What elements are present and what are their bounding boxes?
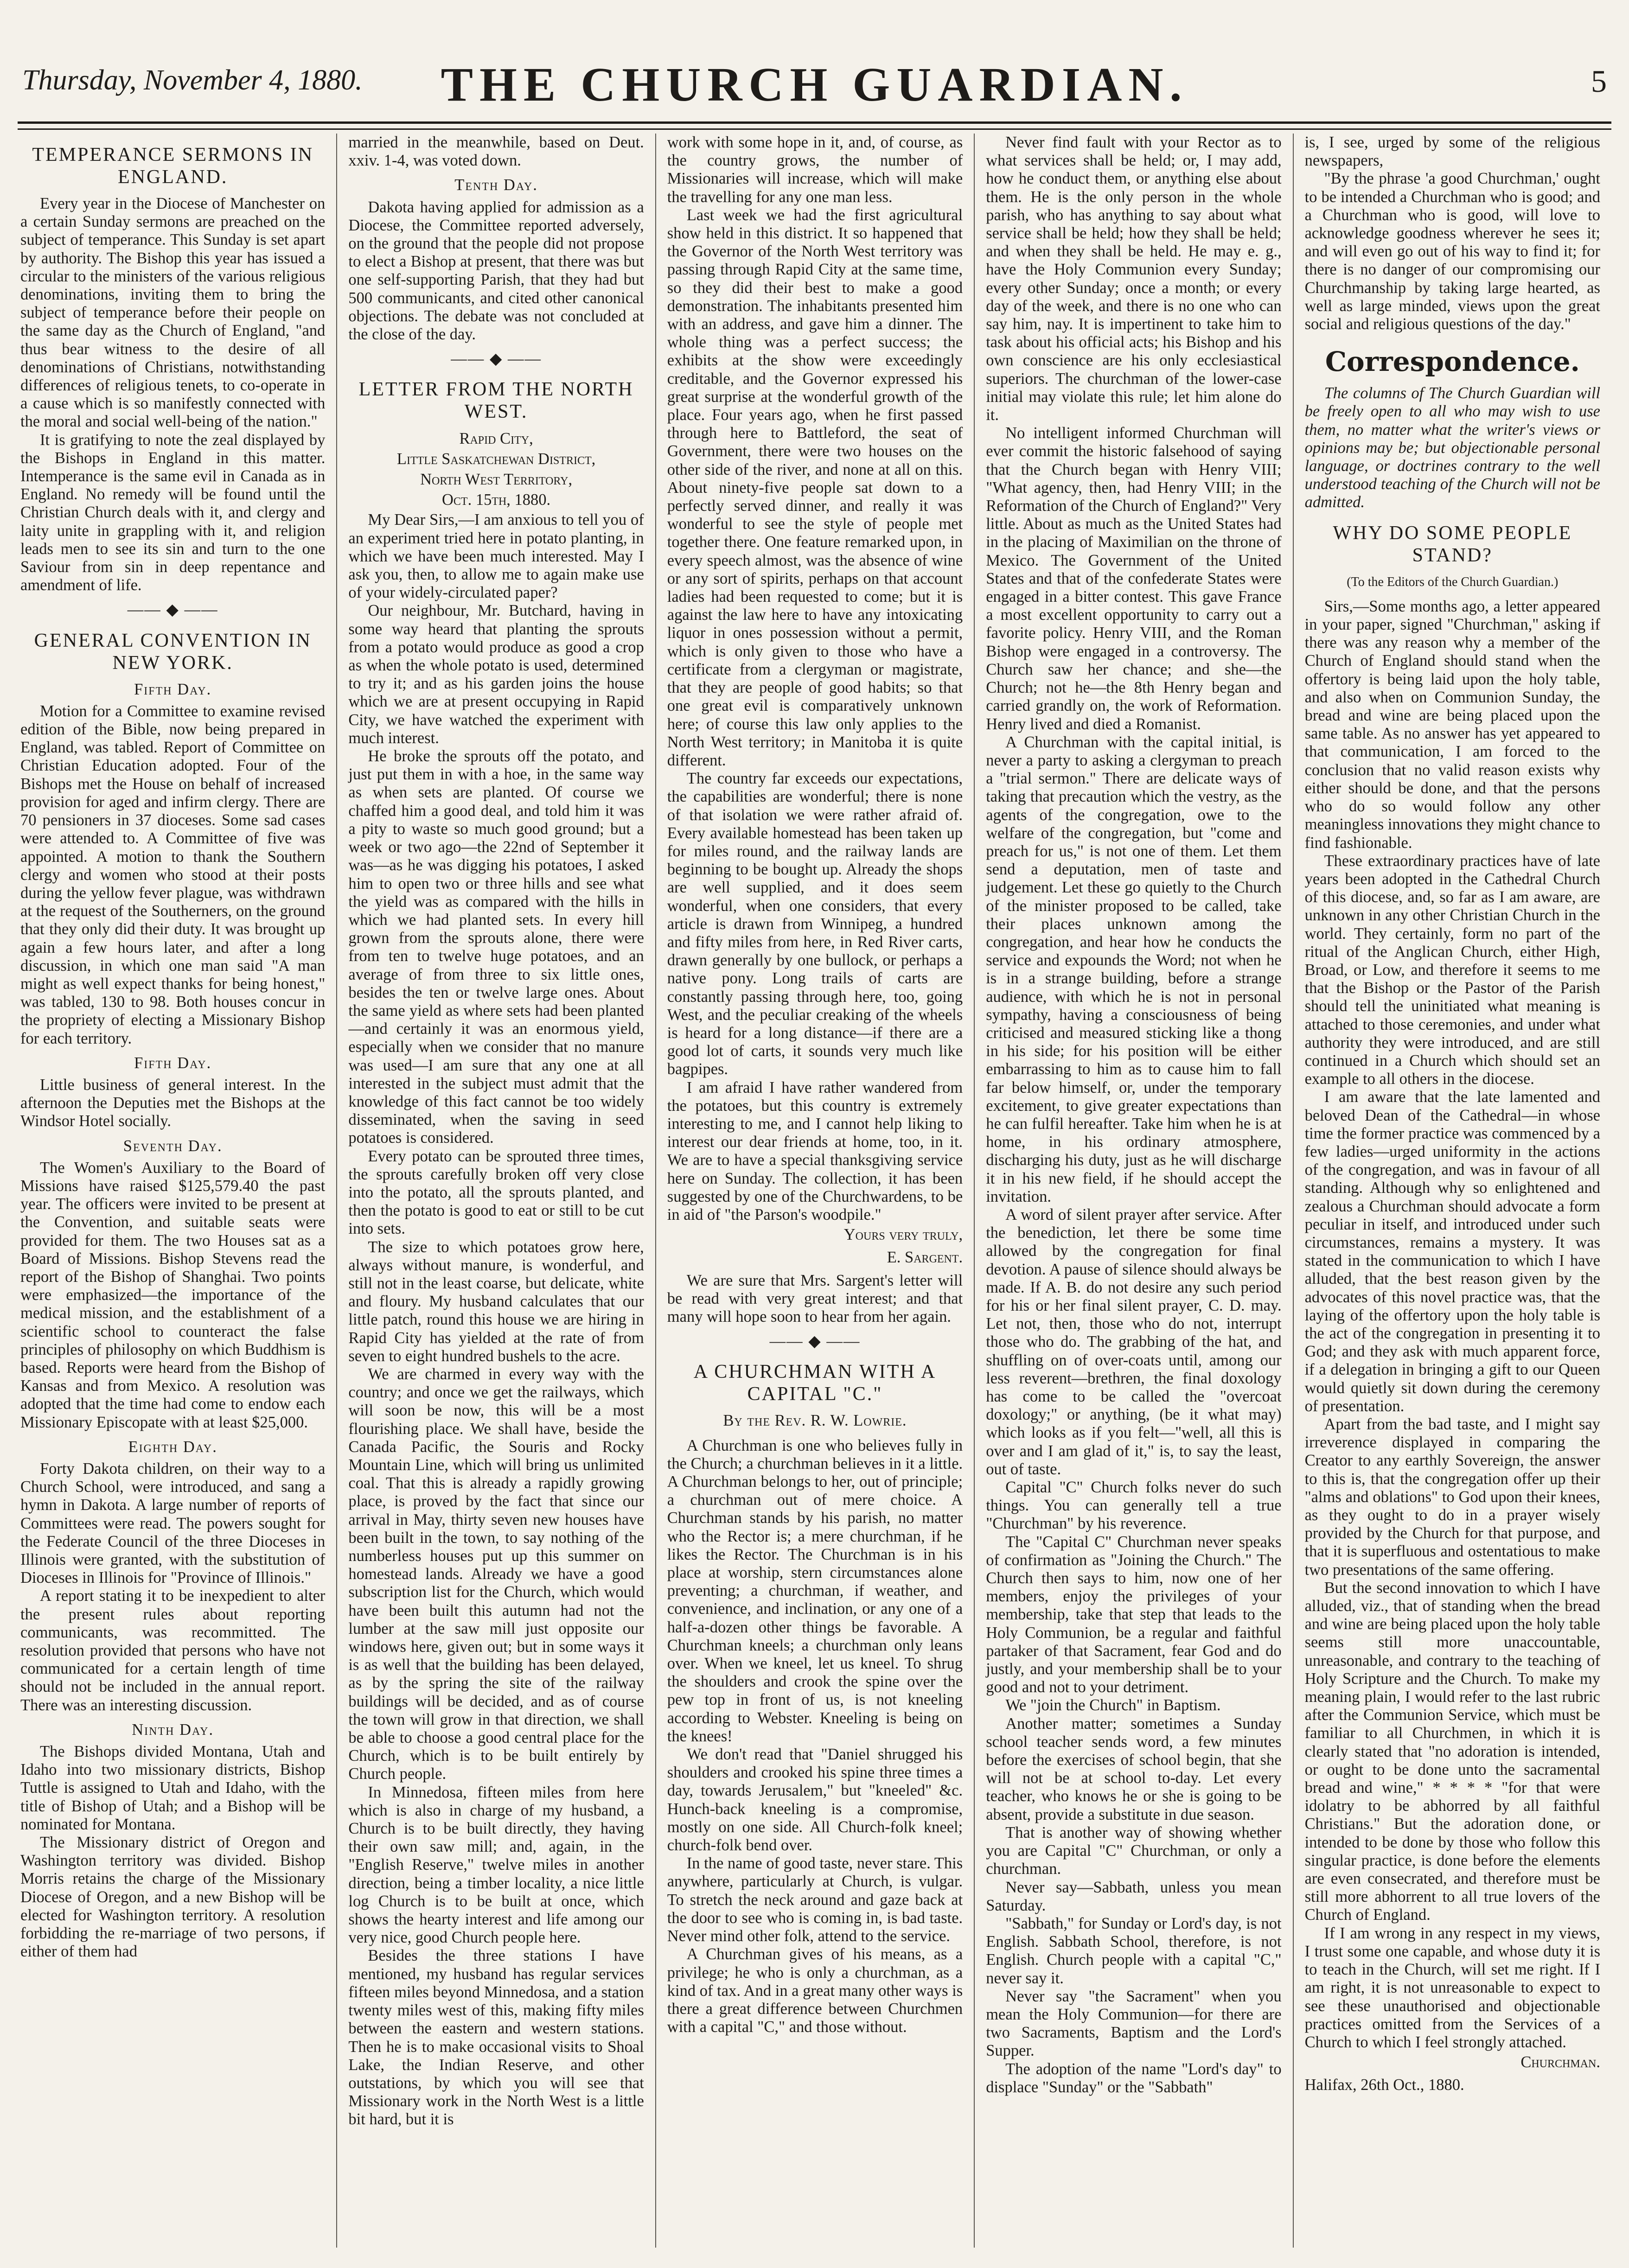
paragraph: That is another way of showing whether you are Capital "C" Churchman, or only a churchman. xyxy=(986,1823,1282,1878)
section-divider: —— ◆ —— xyxy=(127,601,218,619)
paragraph: married in the meanwhile, based on Deut. xxiv. 1-4, was voted down. xyxy=(348,134,644,170)
editorial-notice: The columns of The Church Guardian will be freely open to all who may wish to use them, no matter what the writer's views or opinions may be; but objectionable personal language, or doctrines contrary to the well understood teaching of the Church will not be admitted. xyxy=(1304,384,1600,511)
day-heading: Fifth Day. xyxy=(134,680,212,698)
column-5 xyxy=(1293,134,1611,2248)
column-3 xyxy=(655,134,974,2248)
masthead xyxy=(18,8,1611,120)
paragraph: The "Capital C" Churchman never speaks of confirmation as "Joining the Church." The Church then says to him, now one of her members, enjoy the privileges of your membership, take that step that leads to the Holy Communion, be a regular and faithful partaker of that Sacrament, fear God and do justly, and your membership shall be to your good and not to your detriment. xyxy=(986,1533,1282,1696)
issue-date: Thursday, November 4, 1880. xyxy=(22,64,363,96)
paragraph: Never say—Sabbath, unless you mean Saturday. xyxy=(986,1878,1282,1914)
paragraph: A Churchman is one who believes fully in the Church; a churchman believes in it a little. A Churchman belongs to her, out of principle; a churchman out of mere choice. A Churchman stands by his parish, no matter who the Rector is; a mere churchman, if he likes the Rector. The Churchman is in his place at worship, stern circumstances alone preventing; a churchman, if weather, and convenience, and inclination, or any one of a half-a-dozen other things be favorable. A Churchman kneels; a churchman only leans over. When we kneel, let us kneel. To shrug the shoulders and crook the spine over the pew top in front of us, is not kneeling according to Webster. Kneeling is being on the knees! xyxy=(667,1436,963,1745)
byline: By the Rev. R. W. Lowrie. xyxy=(723,1412,907,1430)
paragraph: The Bishops divided Montana, Utah and Idaho into two missionary districts, Bishop Tuttle is assigned to Utah and Idaho, with the title of Bishop of Utah; and a Bishop will be nominated for Montana. xyxy=(20,1743,326,1833)
paragraph: We are charmed in every way with the country; and once we get the railways, which will soon be now, this will be a most flourishing place. We shall have, beside the Canada Pacific, the Souris and Rocky Mountain Line, which will bring us unlimited coal. That this is already a rapidly growing place, is proved by the fact that since our arrival in May, thirty seven new houses have been built in the town, to say nothing of the numberless houses put up this summer on homestead lands. Already we have a good subscription list for the Church, which would have been built this autumn had not the lumber at the saw mill just opposite our windows here, given out; but in some ways it is as well that the building has been delayed, as by the spring the site of the railway buildings will be decided, and as of course the town will grow in that direction, we shall be able to choose a good central place for the Church, which is to be built entirely by Church people. xyxy=(348,1365,644,1783)
column-1 xyxy=(18,134,336,2248)
paragraph: The Women's Auxiliary to the Board of Missions have raised $125,579.40 the past year. The officers were invited to be present at the Convention, and suitable seats were provided for them. The two Houses sat as a Board of Missions. Bishop Stevens read the report of the Bishop of Shanghai. Two points were emphasized—the importance of the medical mission, and the establishment of a scientific school to counteract the false principles of philosophy on which Buddhism is based. Reports were heard from the Bishop of Kansas and from Mexico. A resolution was adopted that the time had come to endow each Missionary Episcopate with at least $25,000. xyxy=(20,1159,326,1431)
quotation: "By the phrase 'a good Churchman,' ought to be intended a Churchman who is good; and a Churchman who is good, will love to acknowledge goodness wherever he sees it; and will even go out of his way to find it; for there is no danger of our compromising our Churchmanship by taking large hearted, as well as large minded, views upon the great social and religious questions of the day." xyxy=(1304,170,1600,333)
paragraph: A Churchman gives of his means, as a privilege; he who is only a churchman, as a kind of tax. And in a great many other ways is there a great difference between Churchmen with a capital "C," and those without. xyxy=(667,1945,963,2036)
paragraph: Besides the three stations I have mentioned, my husband has regular services fifteen miles beyond Minnedosa, and a station twenty miles west of this, making fifty miles between the eastern and western stations. Then he is to make occasional visits to Shoal Lake, the Indian Reserve, and other outstations, by which you will see that Missionary work in the North West is a little bit hard, but it is xyxy=(348,1947,644,2128)
paragraph: Never find fault with your Rector as to what services shall be held; or, I may add, how he conduct them, or anything else about them. He is the only person in the whole parish, who has anything to say about what service shall be held; how they shall be held; and when they shall be held. He may e. g., have the Holy Communion every Sunday; every other Sunday; once a month; or every day of the week, and there is no one who can say him, nay. It is impertinent to take him to task about his official acts; his Bishop and his own conscience are his only ecclesiastical superiors. The churchman of the lower-case initial may violate this rule; let him alone do it. xyxy=(986,134,1282,424)
correspondence-heading: Correspondence. xyxy=(1325,346,1580,378)
paragraph: No intelligent informed Churchman will ever commit the historic falsehood of saying that the Church began with Henry VIII; "What agency, then, had Henry VIII; in the Reformation of the Church of England?" Very little. About as much as the United States had in the placing of Maximilian on the throne of Mexico. The Government of the United States and that of the confederate States were engaged in a bitter contest. This gave France a most excellent opportunity to carry out a favorite policy. Henry VIII, and the Roman Bishop were engaged in a controversy. The Church saw her chance; and she—the Church; not he—the 8th Henry began and carried grandly on, the work of Reformation. Henry lived and died a Romanist. xyxy=(986,424,1282,733)
paragraph: It is gratifying to note the zeal displayed by the Bishops in England in this matter. Intemperance is the same evil in Canada as in England. No remedy will be found until the Christian Church deals with it, and clergy and laity unite in grappling with it, and religion leads men to see its sin and turn to the one Saviour from sin in deep repentance and amendment of life. xyxy=(20,431,326,594)
paragraph: Little business of general interest. In the afternoon the Deputies met the Bishops at the Windsor Hotel socially. xyxy=(20,1076,326,1130)
paragraph: A Churchman with the capital initial, is never a party to asking a clergyman to preach a "trial sermon." There are delicate ways of taking that precaution which the vestry, as the agents of the congregation, owe to the welfare of the congregation, but "come and preach for us," is not one of them. Let them send a deputation, men of taste and judgement. Let these go quietly to the Church of the minister proposed to be called, take their places unknown among the congregation, and hear how he conducts the service and expounds the Word; not when he is in a strange building, before a strange audience, with which he is not in personal sympathy, having a consciousness of being criticised and measured sticking like a thong in his side; for his position will be either embarrassing to him as to cause him to fall far below himself, or, under the temporary excitement, to give greater expectations than he can fulfil hereafter. Take him when he is at home, in his ordinary atmosphere, discharging his duty, just as he will discharge it in his new field, if he should accept the invitation. xyxy=(986,733,1282,1205)
article-headline-stand: WHY DO SOME PEOPLE STAND? xyxy=(1333,522,1572,566)
paragraph: But the second innovation to which I have alluded, viz., that of standing when the bread and wine are being placed upon the holy table seems still more unaccountable, unreasonable, and contrary to the teaching of Holy Scripture and the Church. To make my meaning plain, I would refer to the last rubric after the Communion Service, which must be familiar to all Churchmen, in which it is clearly stated that "no adoration is intended, or ought to be done unto the sacramental bread and wine," * * * * "for that were idolatry to be abhorred by all faithful Christians." But the adoration done, or intended to be done by those who follow this singular practice, is done before the elements are even consecrated, and therefore must be still more abhorrent to all true lovers of the Church of England. xyxy=(1304,1579,1600,1924)
paragraph: Every year in the Diocese of Manchester on a certain Sunday sermons are preached on the subject of temperance. This Sunday is set apart by authority. The Bishop this year has issued a circular to the ministers of the various religious denominations, inviting them to bring the subject of temperance before their people on the same day as the Church of England, "and thus bear witness to the desire of all denominations of Christians, notwithstanding differences of religious tenets, to co-operate in a cause which is so manifestly connected with the moral and social well-being of the nation." xyxy=(20,195,326,431)
paragraph: is, I see, urged by some of the religious newspapers, xyxy=(1304,134,1600,170)
paragraph: We don't read that "Daniel shrugged his shoulders and crooked his spine three times a day, towards Jerusalem," but "kneeled" &c. Hunch-back kneeling is a compromise, mostly on one side. All Church-folk kneel; church-folk bend over. xyxy=(667,1746,963,1854)
paragraph: I am afraid I have rather wandered from the potatoes, but this country is extremely interesting to me, and I cannot help liking to interest our dear friends at home, too, in it. We are to have a special thanksgiving service here on Sunday. The collection, it has been suggested by one of the Churchwardens, to be in aid of "the Parson's woodpile." xyxy=(667,1078,963,1223)
article-headline-temperance: TEMPERANCE SERMONS IN ENGLAND. xyxy=(32,144,314,188)
paragraph: In Minnedosa, fifteen miles from here which is also in charge of my husband, a Church is to be built directly, they having their own saw mill; and, again, in the "English Reserve," twelve miles in another direction, being a timber locality, a nice little log Church is to be built at once, which shows the hearty interest and life among our very nice, good Church people here. xyxy=(348,1783,644,1947)
paragraph: Sirs,—Some months ago, a letter appeared in your paper, signed "Churchman," asking if there was any reason why a member of the Church of England should stand when the offertory is being laid upon the holy table, and also when on Communion Sunday, the bread and wine are being placed upon the same table. As no answer has yet appeared to that communication, I am forced to the conclusion that no valid reason exists why either should be done, and that the persons who do so would follow any other meaningless innovations they might chance to find fashionable. xyxy=(1304,597,1600,852)
paragraph: Another matter; sometimes a Sunday school teacher sends word, a few minutes before the exercises of school begin, that she will not be at school to-day. Let every teacher, who knows he or she is going to be absent, provide a substitute in due season. xyxy=(986,1714,1282,1823)
paragraph: The adoption of the name "Lord's day" to displace "Sunday" or the "Sabbath" xyxy=(986,2060,1282,2096)
paragraph: A word of silent prayer after service. After the benediction, let there be some time allowed by the congregation for final devotion. A pause of silence should always be made. If A. B. do not desire any such period for his or her final silent prayer, C. D. may. Let not, then, those who do not, interrupt those who do. The grabbing of the hat, and shuffling on of over-coats until, among our less reverent—brethren, the final doxology has come to be called the "overcoat doxology;" or anything, (be it what may) which looks as if you felt—"well, all this is over and I am glad of it," is, to say the least, out of taste. xyxy=(986,1205,1282,1478)
newspaper-title: THE CHURCH GUARDIAN. xyxy=(441,58,1188,111)
day-heading: Eighth Day. xyxy=(128,1438,217,1456)
paragraph: The size to which potatoes grow here, always without manure, is wonderful, and still not in the least coarse, but delicate, white and floury. My husband calculates that our little patch, round this house we are hiring in Rapid City has yielded at the rate of from seven to eight hundred bushels to the acre. xyxy=(348,1238,644,1365)
section-divider: —— ◆ —— xyxy=(769,1332,861,1351)
dateline: Little Saskatchewan District, xyxy=(396,450,596,468)
paragraph: He broke the sprouts off the potato, and just put them in with a hoe, in the same way as when sets are planted. Of course we chaffed him a good deal, and told him it was a pity to waste so much good ground; but a week or two ago—the 22nd of September it was—as he was digging his potatoes, I asked him to open two or three hills and see what the yield was as compared with the hills in which we had planted sets. In every hill grown from the sprouts alone, there were from ten to twelve huge potatoes, and an average of from three to six little ones, besides the ten or twelve large ones. About the same yield as where sets had been planted—and certainly it was an enormous yield, especially when we consider that no manure was used—I am sure that any one at all interested in the subject must admit that the knowledge of this fact cannot be too widely disseminated, when the saving in seed potatoes is considered. xyxy=(348,747,644,1147)
column-4 xyxy=(974,134,1292,2248)
dateline: Rapid City, xyxy=(459,430,533,448)
paragraph: Our neighbour, Mr. Butchard, having in some way heard that planting the sprouts from a potato would produce as good a crop as when the whole potato is used, determined to try it; and as his garden joins the house which we are at present occupying in Rapid City, we have watched the experiment with much interest. xyxy=(348,602,644,747)
paragraph: These extraordinary practices have of late years been adopted in the Cathedral Church of this diocese, and, so far as I am aware, are unknown in any other Christian Church in the world. They certainly, form no part of the ritual of the Anglican Church, either High, Broad, or Low, and therefore it seems to me that the Bishop or the Pastor of the Parish should tell the uninitiated what meaning is attached to those ceremonies, and under what authority they were introduced, and are still continued in a Church which should set an example to all others in the diocese. xyxy=(1304,852,1600,1088)
letter-signature: E. Sargent. xyxy=(887,1249,963,1267)
paragraph: work with some hope in it, and, of course, as the country grows, the number of Missionaries will increase, which will make the travelling for any one man less. xyxy=(667,134,963,206)
paragraph: Motion for a Committee to examine revised edition of the Bible, now being prepared in England, was tabled. Report of Committee on Christian Education adopted. Four of the Bishops met the House on behalf of increased provision for aged and infirm clergy. There are 70 pensioners in 37 dioceses. Some sad cases were attended to. A Committee of five was appointed. A motion to thank the Southern clergy and women who stood at their posts during the yellow fever plague, was withdrawn at the request of the Southerners, on the ground that they only did their duty. It was brought up again a few hours later, and after a long discussion, in which one man said "A man might as well expect thanks for being honest," was tabled, 130 to 98. Both houses concur in the propriety of electing a Missionary Bishop for each territory. xyxy=(20,702,326,1047)
newspaper-columns xyxy=(18,134,1611,2248)
paragraph: In the name of good taste, never stare. This anywhere, particularly at Church, is vulgar. To stretch the neck around and gaze back at the door to see who is coming in, is bad taste. Never mind other folk, attend to the service. xyxy=(667,1854,963,1945)
letter-address: (To the Editors of the Church Guardian.) xyxy=(1347,574,1559,589)
masthead-rule xyxy=(18,121,1611,130)
paragraph: The Missionary district of Oregon and Washington territory was divided. Bishop Morris retains the charge of the Missionary Diocese of Oregon, and a new Bishop will be elected for Washington territory. A resolution forbidding the re-marriage of two persons, if either of them had xyxy=(20,1834,326,1961)
paragraph: Every potato can be sprouted three times, the sprouts carefully broken off very close into the potato, all the sprouts planted, and then the potato is good to eat or still to be cut into sets. xyxy=(348,1147,644,1238)
dateline: Oct. 15th, 1880. xyxy=(441,491,551,509)
article-headline-churchman: A CHURCHMAN WITH A CAPITAL "C." xyxy=(693,1361,937,1405)
paragraph: My Dear Sirs,—I am anxious to tell you of an experiment tried here in potato planting, in which we have been much interested. May I ask you, then, to allow me to again make use of your widely-circulated paper? xyxy=(348,511,644,602)
dateline: North West Territory, xyxy=(420,471,573,489)
paragraph: Apart from the bad taste, and I might say irreverence displayed in comparing the Creator to any earthly Sovereign, the answer to this is, that the congregation offer up their "alms and oblations" to God upon their knees, as they ought to do in a prayer wisely provided by the Church for that purpose, and that it is superfluous and ostentatious to make two presentations of the same offering. xyxy=(1304,1415,1600,1579)
article-headline-north-west: LETTER FROM THE NORTH WEST. xyxy=(358,379,634,423)
paragraph: Capital "C" Church folks never do such things. You can generally tell a true "Churchman" by his reverence. xyxy=(986,1478,1282,1533)
paragraph: We "join the Church" in Baptism. xyxy=(1005,1696,1221,1714)
column-2 xyxy=(336,134,655,2248)
letter-signature: Churchman. xyxy=(1520,2053,1600,2071)
paragraph: Last week we had the first agricultural show held in this district. It so happened that the Governor of the North West territory was passing through Rapid City at the same time, so they did their best to make a good demonstration. The inhabitants presented him with an address, and gave him a dinner. The whole thing was a perfect success; the exhibits at the show were exceedingly creditable, and the Governor expressed his great surprise at the wonderful growth of the place. Four years ago, when he first passed through here to Battleford, the seat of Government, there were two houses on the other side of the river, and none at all on this. About ninety-five people sat down to a perfectly served dinner, and really it was wonderful to see the style of people met together there. One feature remarked upon, in every speech almost, was the absence of wine or any sort of spirits, perhaps on that account ladies had been requested to come; but it is against the law here to have any intoxicating liquor in ones possession without a permit, which is only given to those who have a certificate from a clergyman or magistrate, that they are people of good habits; so that one great evil is comparatively unknown here; of course this law only applies to the North West territory; in Manitoba it is quite different. xyxy=(667,206,963,769)
letter-closing: Yours very truly, xyxy=(843,1226,963,1244)
page-number: 5 xyxy=(1591,64,1607,99)
paragraph: We are sure that Mrs. Sargent's letter will be read with very great interest; and that many will hope soon to hear from her again. xyxy=(667,1271,963,1325)
paragraph: I am aware that the late lamented and beloved Dean of the Cathedral—in whose time the former practice was commenced by a few ladies—urged uniformity in the actions of the congregation, and was in favour of all standing. Although why so enlightened and zealous a Churchman should advocate a form peculiar in itself, and introduced under such circumstances, remains a mystery. It was stated in the communication to which I have alluded, that the best reason given by the advocates of this novel practice was, that the laying of the offertory upon the holy table is the act of the congregation in presenting it to God; and they ask with much apparent force, if a delegation in bringing a gift to our Queen would quietly sit down during the ceremony of presentation. xyxy=(1304,1088,1600,1415)
day-heading: Tenth Day. xyxy=(454,176,538,194)
paragraph: The country far exceeds our expectations, the capabilities are wonderful; there is none of that isolation we were rather afraid of. Every available homestead has been taken up for miles round, and the railway lands are beginning to be bought up. Already the shops are well supplied, and it does seem wonderful, when one considers, that every article is drawn from Winnipeg, a hundred and fifty miles from here, in Red River carts, drawn generally by one bullock, or perhaps a native pony. Long trails of carts are constantly passing through here, too, going West, and the peculiar creaking of the wheels is heard for a long distance—if there are a good lot of carts, it sounds very much like bagpipes. xyxy=(667,770,963,1078)
section-divider: —— ◆ —— xyxy=(451,350,542,368)
paragraph: If I am wrong in any respect in my views, I trust some one capable, and whose duty it is to teach in the Church, will set me right. If I am right, it is not unreasonable to expect to see these unauthorised and objectionable practices omitted from the Services of a Church to which I feel strongly attached. xyxy=(1304,1924,1600,2051)
paragraph: Forty Dakota children, on their way to a Church School, were introduced, and sang a hymn in Dakota. A large number of reports of Committees were read. The powers sought for the Federate Council of the three Dioceses in Illinois were granted, with the substitution of Dioceses in Illinois for "Province of Illinois." xyxy=(20,1460,326,1587)
article-headline-convention: GENERAL CONVENTION IN NEW YORK. xyxy=(34,630,312,674)
day-heading: Ninth Day. xyxy=(132,1720,214,1739)
day-heading: Fifth Day. xyxy=(134,1054,212,1072)
paragraph: Dakota having applied for admission as a Diocese, the Committee reported adversely, on the ground that the people did not propose to elect a Bishop at present, that there was but one self-supporting Parish, that they had but 500 communicants, and cited other canonical objections. The debate was not concluded at the close of the day. xyxy=(348,198,644,344)
day-heading: Seventh Day. xyxy=(123,1137,223,1155)
paragraph: A report stating it to be inexpedient to alter the present rules about reporting communicants, was recommitted. The resolution provided that persons who have not communicated for a certain length of time should not be included in the annual report. There was an interesting discussion. xyxy=(20,1587,326,1714)
paragraph: "Sabbath," for Sunday or Lord's day, is not English. Sabbath School, therefore, is not English. Church people with a capital "C," never say it. xyxy=(986,1914,1282,1987)
letter-place-date: Halifax, 26th Oct., 1880. xyxy=(1304,2076,1464,2094)
paragraph: Never say "the Sacrament" when you mean the Holy Communion—for there are two Sacraments, Baptism and the Lord's Supper. xyxy=(986,1987,1282,2060)
